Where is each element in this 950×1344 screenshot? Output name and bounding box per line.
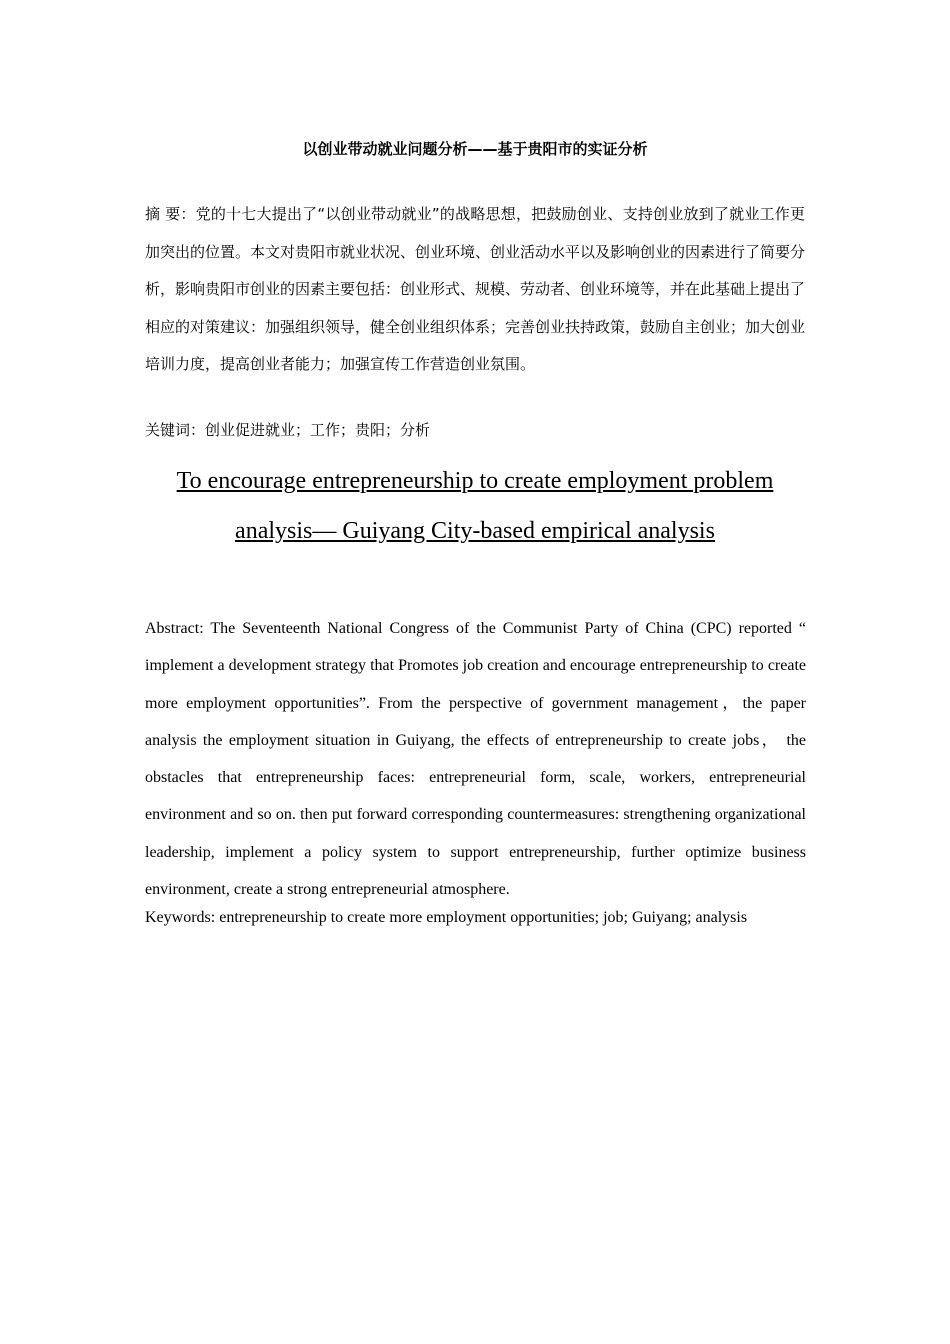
english-keywords: Keywords: entrepreneurship to create more employment opportunities; job; Guiyang; analysis — [145, 909, 748, 926]
english-title: To encourage entrepreneurship to create employment problem analysis— Guiyang City-based empirical analysis — [176, 468, 774, 544]
chinese-title: 以创业带动就业问题分析——基于贵阳市的实证分析 — [302, 140, 648, 158]
chinese-keywords: 关键词：创业促进就业；工作；贵阳；分析 — [145, 421, 431, 439]
english-abstract: Abstract: The Seventeenth National Congress of the Communist Party of China (CPC) reported “ implement a development strategy that Promotes job creation and encourage entrepreneurship to create more employment opportunities”. From the perspective of government management，the paper analysis the employment situation in Guiyang, the effects of entrepreneurship to create jobs， the obstacles that entrepreneurship faces: entrepreneurial form, scale, workers, entrepreneurial environment and so on. then put forward corresponding countermeasures: strengthening organizational leadership, implement a policy system to support entrepreneurship, further optimize business environment, create a strong entrepreneurial atmosphere. — [145, 620, 806, 899]
chinese-abstract: 摘 要：党的十七大提出了“以创业带动就业”的战略思想，把鼓励创业、支持创业放到了就业工作更加突出的位置。本文对贵阳市就业状况、创业环境、创业活动水平以及影响创业的因素进行了简要分析，影响贵阳市创业的因素主要包括：创业形式、规模、劳动者、创业环境等，并在此基础上提出了相应的对策建议：加强组织领导，健全创业组织体系；完善创业扶持政策，鼓励自主创业；加大创业培训力度，提高创业者能力；加强宣传工作营造创业氛围。 — [145, 205, 806, 373]
